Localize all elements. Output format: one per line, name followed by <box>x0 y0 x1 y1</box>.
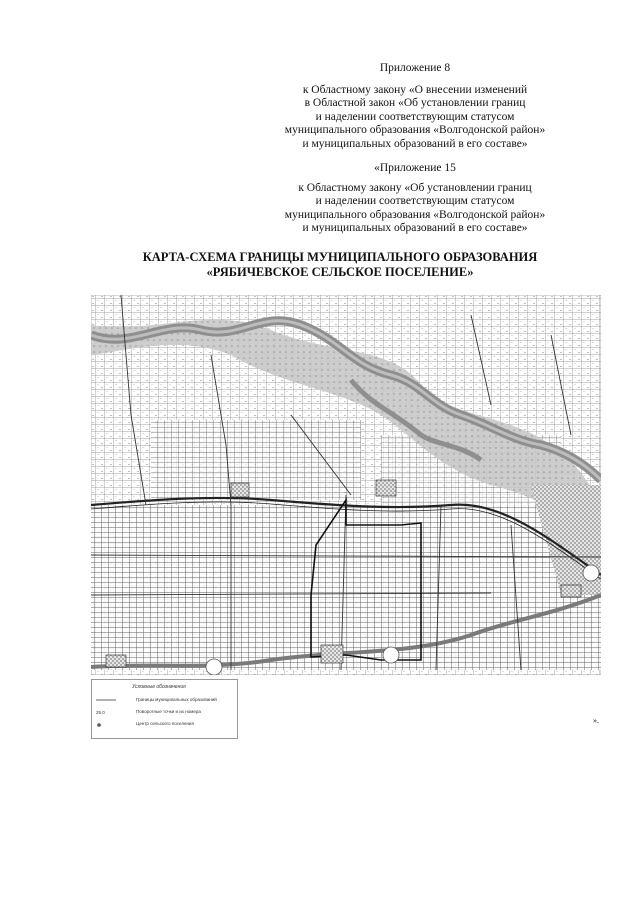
map-title <box>40 250 640 280</box>
legend-item-turning-points <box>96 708 235 716</box>
appendix-8-line: муниципального образования «Волгодонской район» <box>284 124 546 136</box>
appendix-15-heading: «Приложение 15 <box>374 162 456 174</box>
map-legend <box>91 679 238 739</box>
legend-item-boundary <box>96 696 235 704</box>
appendix-15-line: муниципального образования «Волгодонской район» <box>284 208 546 221</box>
legend-label: Поворотные точки и их номера <box>136 709 201 714</box>
closing-quote-mark: ». <box>593 716 599 725</box>
boundary-map-drawing <box>91 295 601 675</box>
appendix-15-header <box>255 162 575 236</box>
appendix-8-header <box>255 62 575 151</box>
appendix-8-line: в Областной закон «Об установлении границ <box>304 97 526 109</box>
appendix-15-line: и наделении соответствующим статусом <box>315 195 515 207</box>
appendix-8-line: к Областному закону «О внесении изменений <box>302 83 528 96</box>
appendix-15-line: к Областному закону «Об установлении границ <box>298 181 532 194</box>
legend-label: Центр сельского поселения <box>136 721 194 726</box>
appendix-8-line: и наделении соответствующим статусом <box>315 110 515 123</box>
legend-title: Условные обозначения <box>132 684 186 690</box>
map-title-line-2: «РЯБИЧЕВСКОЕ СЕЛЬСКОЕ ПОСЕЛЕНИЕ» <box>206 265 474 279</box>
cultivated-fields <box>91 505 601 670</box>
center-dot-icon <box>96 722 118 729</box>
appendix-8-line: и муниципальных образований в его составе» <box>302 137 528 150</box>
appendix-15-line: и муниципальных образований в его составе» <box>302 222 528 234</box>
legend-symbol-text: 25.0 <box>96 710 105 715</box>
legend-item-center <box>96 720 235 728</box>
field-block <box>151 420 361 500</box>
map-title-line-1: КАРТА-СХЕМА ГРАНИЦЫ МУНИЦИПАЛЬНОГО ОБРАЗОВАНИЯ <box>142 250 538 264</box>
legend-label: Границы муниципальных образований <box>136 697 217 702</box>
boundary-map <box>91 295 601 675</box>
appendix-8-heading: Приложение 8 <box>379 62 451 74</box>
boundary-line-icon <box>96 698 118 703</box>
